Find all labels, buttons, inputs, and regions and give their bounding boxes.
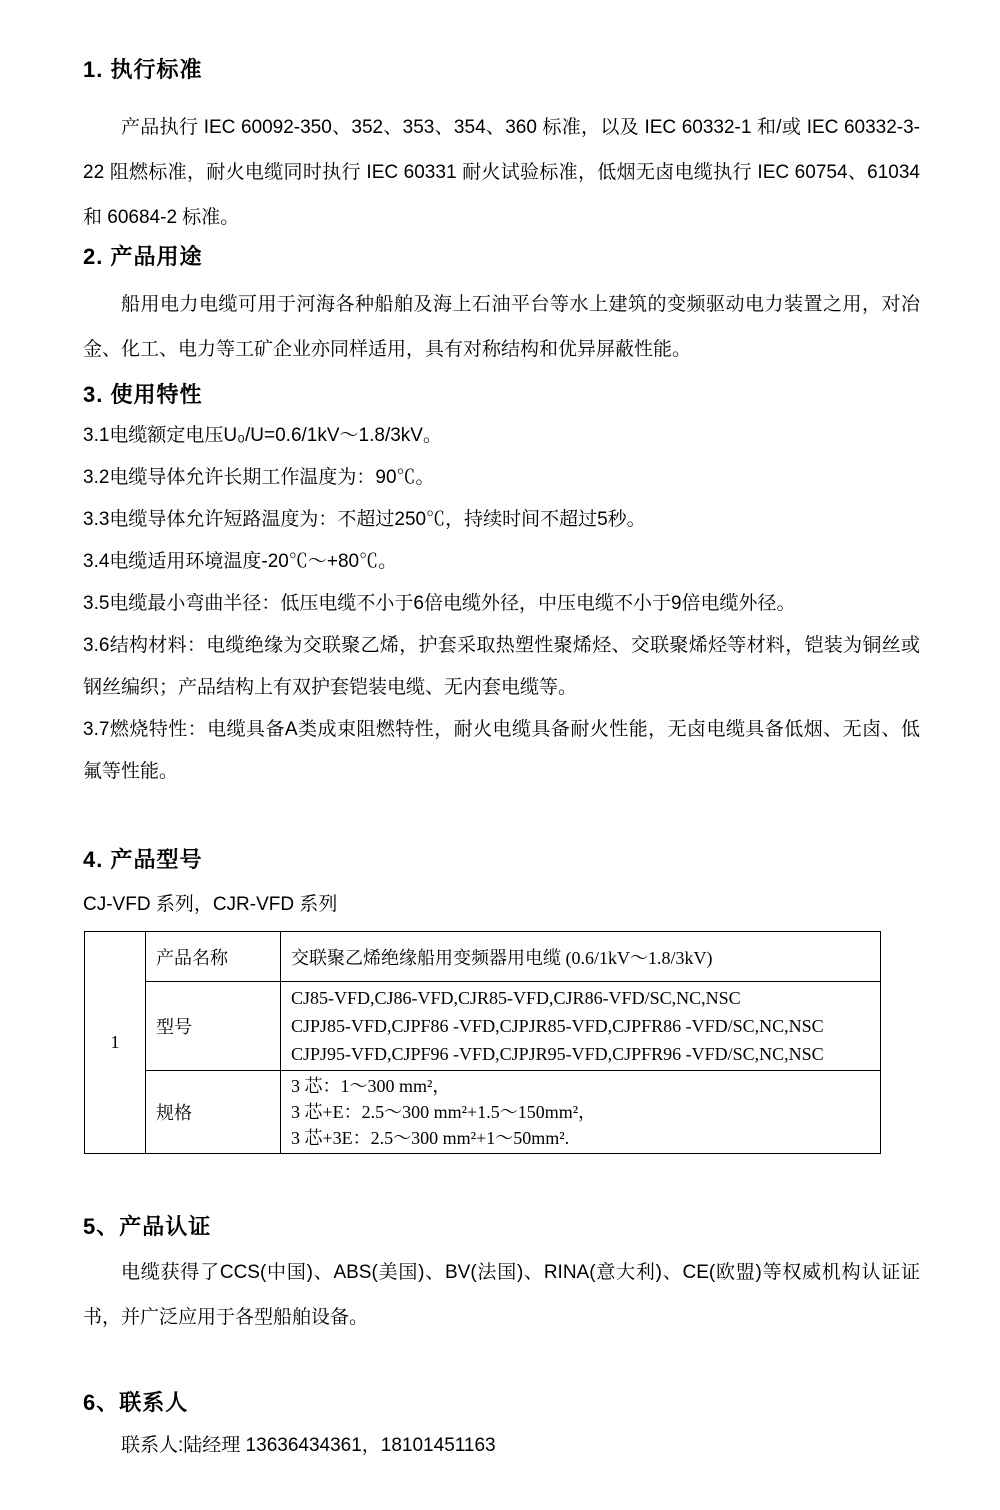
model-line-1: CJ85-VFD,CJ86-VFD,CJR85-VFD,CJR86-VFD/SC,NC,NSC — [291, 988, 741, 1008]
section-5-heading: 5、产品认证 — [83, 1214, 212, 1239]
spec-item-3-7: 3.7燃烧特性：电缆具备A类成束阻燃特性，耐火电缆具备耐火性能，无卤电缆具备低烟、无卤、低氟等性能。 — [83, 719, 920, 782]
table-row-product-name — [85, 932, 881, 982]
model-line-3: CJPJ95-VFD,CJPF96 -VFD,CJPJR95-VFD,CJPFR96 -VFD/SC,NC,NSC — [291, 1044, 824, 1064]
product-model-table — [84, 931, 881, 1154]
section-2-paragraph: 船用电力电缆可用于河海各种船舶及海上石油平台等水上建筑的变频驱动电力装置之用，对冶金、化工、电力等工矿企业亦同样适用，具有对称结构和优异屏蔽性能。 — [83, 294, 920, 360]
contact-line: 联系人:陆经理 13636434361，18101451163 — [121, 1435, 496, 1456]
spec-item-3-6: 3.6结构材料：电缆绝缘为交联聚乙烯，护套采取热塑性聚烯烃、交联聚烯烃等材料，铠装为铜丝或钢丝编织；产品结构上有双护套铠装电缆、无内套电缆等。 — [83, 635, 920, 698]
section-2-heading: 2. 产品用途 — [83, 244, 203, 269]
product-series-line: CJ-VFD 系列，CJR-VFD 系列 — [83, 894, 338, 915]
spec-item-3-5: 3.5电缆最小弯曲半径：低压电缆不小于6倍电缆外径，中压电缆不小于9倍电缆外径。 — [83, 593, 796, 614]
section-3-heading: 3. 使用特性 — [83, 382, 203, 407]
spec-lines — [291, 1073, 870, 1151]
section-3-items — [83, 415, 920, 793]
section-4-heading: 4. 产品型号 — [83, 847, 203, 872]
table-row-spec — [85, 1071, 881, 1154]
spec-line-2: 3 芯+E：2.5～300 mm²+1.5～150mm²， — [291, 1102, 597, 1122]
model-line-2: CJPJ85-VFD,CJPF86 -VFD,CJPJR85-VFD,CJPFR86 -VFD/SC,NC,NSC — [291, 1016, 824, 1036]
spec-item-3-2: 3.2电缆导体允许长期工作温度为：90℃。 — [83, 467, 435, 488]
spec-line-3: 3 芯+3E：2.5～300 mm²+1～50mm². — [291, 1128, 570, 1148]
table-index-cell: 1 — [85, 932, 146, 1154]
spec-item-3-3: 3.3电缆导体允许短路温度为：不超过250℃，持续时间不超过5秒。 — [83, 509, 646, 530]
section-1-paragraph: 产品执行 IEC 60092-350、352、353、354、360 标准，以及 IEC 60332-1 和/或 IEC 60332-3-22 阻燃标准，耐火电缆同时执行 IEC 60331 耐火试验标准，低烟无卤电缆执行 IEC 60754、61034 和 60684-2 标准。 — [83, 117, 920, 228]
section-1-heading: 1. 执行标准 — [83, 57, 203, 82]
section-6-heading: 6、联系人 — [83, 1390, 189, 1415]
table-label-spec: 规格 — [146, 1071, 281, 1154]
spec-item-3-1: 3.1电缆额定电压U₀/U=0.6/1kV～1.8/3kV。 — [83, 425, 442, 446]
spec-line-1: 3 芯：1～300 mm²， — [291, 1076, 451, 1096]
model-lines — [291, 984, 870, 1068]
table-label-product-name: 产品名称 — [146, 932, 281, 982]
spec-item-3-4: 3.4电缆适用环境温度-20℃～+80℃。 — [83, 551, 398, 572]
section-5-paragraph: 电缆获得了CCS(中国)、ABS(美国)、BV(法国)、RINA(意大利)、CE(欧盟)等权威机构认证证书，并广泛应用于各型船舶设备。 — [83, 1262, 920, 1328]
table-label-model: 型号 — [146, 982, 281, 1071]
table-value-spec — [281, 1071, 881, 1154]
table-value-product-name: 交联聚乙烯绝缘船用变频器用电缆 (0.6/1kV～1.8/3kV) — [281, 932, 881, 982]
table-value-model — [281, 982, 881, 1071]
table-row-model — [85, 982, 881, 1071]
